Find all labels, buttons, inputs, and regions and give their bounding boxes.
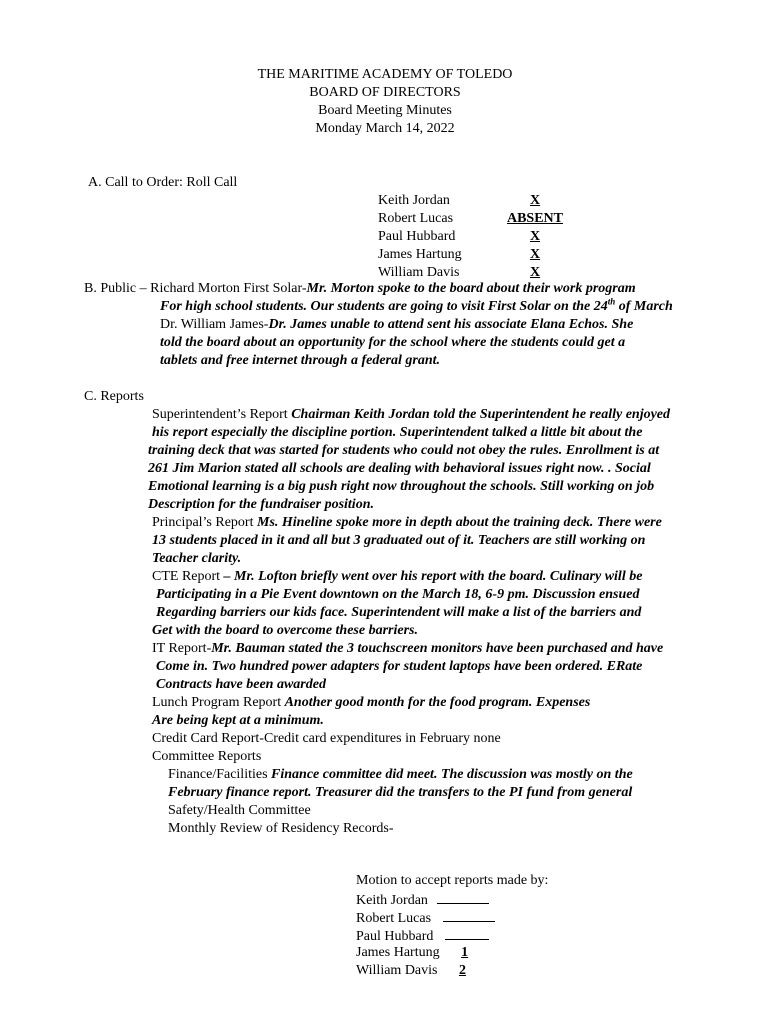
- motion-name: Robert Lucas: [356, 911, 432, 926]
- motion-name: Keith Jordan: [356, 893, 428, 908]
- finance-report: Finance/Facilities Finance committee did meet. The discussion was mostly on the: [168, 767, 633, 782]
- board-title: BOARD OF DIRECTORS: [309, 85, 461, 100]
- roll-call-name: Robert Lucas: [378, 211, 454, 226]
- roll-call-row: [378, 228, 568, 246]
- reports-heading: C. Reports: [84, 389, 144, 404]
- principal-report: Principal’s Report Ms. Hineline spoke more in depth about the training deck. There were: [152, 515, 662, 530]
- report-text: Participating in a Pie Event downtown on the March 18, 6-9 pm. Discussion ensued: [156, 587, 640, 602]
- it-report: IT Report-Mr. Bauman stated the 3 touchscreen monitors have been purchased and have: [152, 641, 664, 656]
- lunch-report: Lunch Program Report Another good month for the food program. Expenses: [152, 695, 591, 710]
- public-line-5: tablets and free internet through a federal grant.: [160, 353, 441, 368]
- motion-name: James Hartung: [356, 945, 440, 960]
- roll-call-name: Paul Hubbard: [378, 229, 456, 244]
- public-text: Mr. Morton spoke to the board about their work program: [306, 281, 636, 296]
- org-title: THE MARITIME ACADEMY OF TOLEDO: [257, 67, 513, 82]
- superintendent-report: Superintendent’s Report Chairman Keith Jordan told the Superintendent he really enjoyed: [152, 407, 671, 422]
- report-text: Contracts have been awarded: [156, 677, 326, 692]
- motion-row: [356, 890, 489, 910]
- report-text: Come in. Two hundred power adapters for student laptops have been ordered. ERate: [156, 659, 643, 674]
- document-title: Board Meeting Minutes: [318, 103, 452, 118]
- roll-call-mark: ABSENT: [506, 211, 564, 226]
- call-to-order-heading: A. Call to Order: Roll Call: [88, 175, 238, 190]
- report-text: February finance report. Treasurer did the transfers to the PI fund from general: [168, 785, 633, 800]
- report-text: Regarding barriers our kids face. Superintendent will make a list of the barriers and: [156, 605, 642, 620]
- roll-call-name: Keith Jordan: [378, 193, 450, 208]
- report-text: 13 students placed in it and all but 3 graduated out of it. Teachers are still working on: [152, 533, 646, 548]
- report-text: Emotional learning is a big push right now throughout the schools. Still working on job: [148, 479, 655, 494]
- meeting-date: Monday March 14, 2022: [315, 121, 455, 136]
- safety-committee: Safety/Health Committee: [168, 803, 311, 818]
- roll-call-row: [378, 192, 568, 210]
- motion-blank: [437, 890, 489, 904]
- motion-name: William Davis: [356, 963, 438, 978]
- motion-blank: [445, 926, 489, 940]
- roll-call-mark: X: [529, 229, 541, 244]
- roll-call-name: James Hartung: [378, 247, 462, 262]
- public-line-1: [84, 280, 636, 298]
- motion-vote: 1: [461, 945, 469, 960]
- report-text: training deck that was started for students who could not obey the rules. Enrollment is at: [148, 443, 660, 458]
- public-line-4: told the board about an opportunity for the school where the students could get a: [160, 335, 626, 350]
- report-text: 261 Jim Marion stated all schools are dealing with behavioral issues right now. . Social: [148, 461, 651, 476]
- report-text: Teacher clarity.: [152, 551, 242, 566]
- report-text: his report especially the discipline portion. Superintendent talked a little bit about the: [152, 425, 643, 440]
- public-line-3: Dr. William James-Dr. James unable to attend sent his associate Elana Echos. She: [160, 317, 634, 332]
- roll-call-name: William Davis: [378, 265, 460, 280]
- motion-name: Paul Hubbard: [356, 929, 434, 944]
- report-text: Description for the fundraiser position.: [148, 497, 374, 512]
- residency-review: Monthly Review of Residency Records-: [168, 821, 394, 836]
- motion-row: [356, 962, 487, 980]
- public-prefix: B. Public – Richard Morton First Solar-: [84, 281, 307, 296]
- report-text: Are being kept at a minimum.: [152, 713, 324, 728]
- motion-row: [356, 908, 495, 928]
- cte-report: CTE Report – Mr. Lofton briefly went over his report with the board. Culinary will be: [152, 569, 643, 584]
- committee-reports-heading: Committee Reports: [152, 749, 262, 764]
- credit-card-report: Credit Card Report-Credit card expenditures in February none: [152, 731, 501, 746]
- roll-call-row: [378, 246, 568, 264]
- roll-call-mark: X: [529, 265, 541, 280]
- roll-call-mark: X: [529, 193, 541, 208]
- public-line-2: For high school students. Our students are going to visit First Solar on the 24th of March: [160, 296, 673, 314]
- motion-row: [356, 926, 489, 946]
- motion-vote: 2: [458, 963, 466, 978]
- motion-heading: Motion to accept reports made by:: [356, 873, 549, 888]
- motion-blank: [443, 908, 495, 922]
- roll-call-mark: X: [529, 247, 541, 262]
- motion-row: [356, 944, 490, 962]
- roll-call-row: [378, 210, 568, 228]
- report-text: Get with the board to overcome these barriers.: [152, 623, 418, 638]
